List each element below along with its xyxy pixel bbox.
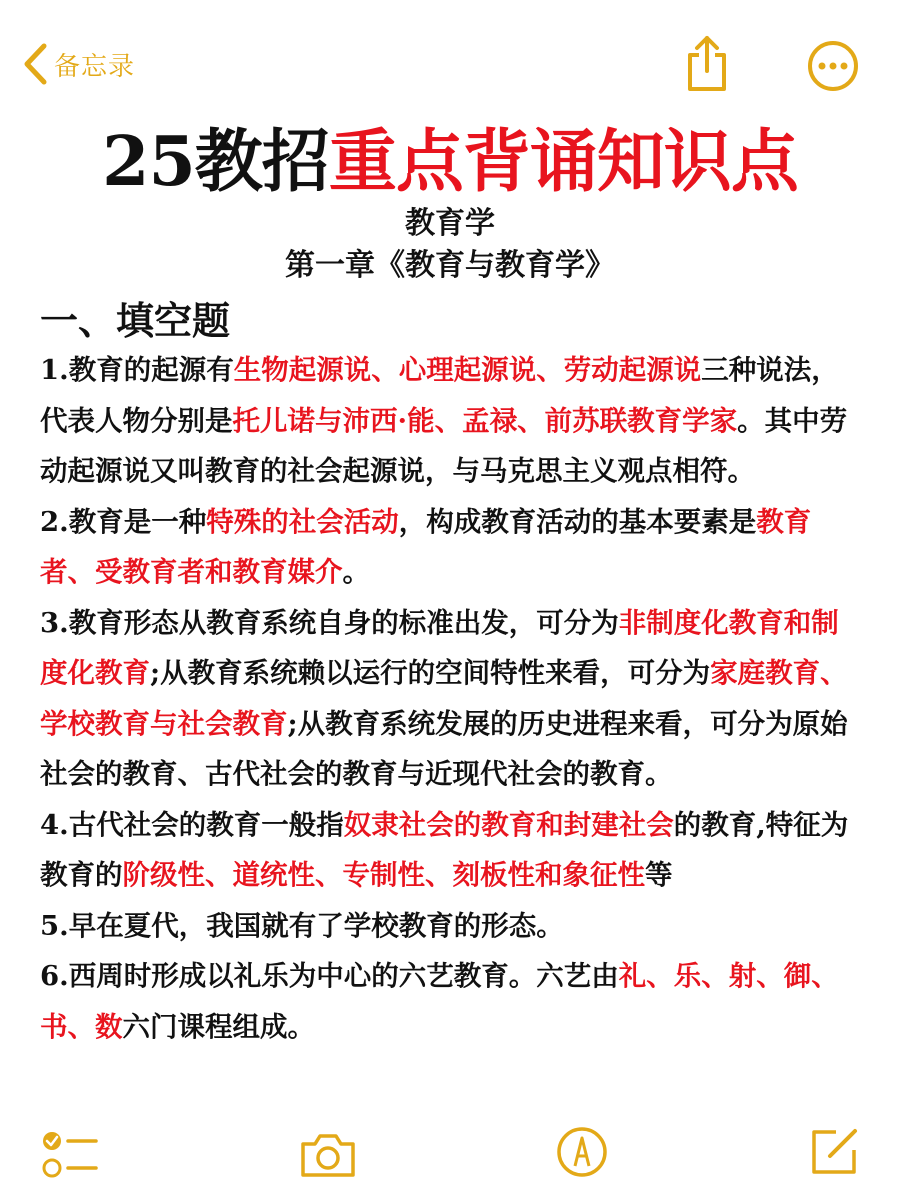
title-prefix: 25教招 — [102, 122, 329, 202]
body-text: ，构成教育活动的基本要素是 — [398, 505, 757, 538]
note-paragraph — [40, 345, 865, 497]
highlighted-text: 生物起源说、心理起源说、劳动起源说 — [233, 354, 702, 386]
share-button[interactable] — [684, 35, 730, 97]
highlighted-text: 特殊的社会活动 — [206, 505, 399, 538]
checklist-icon — [40, 1128, 102, 1180]
share-icon — [684, 35, 730, 93]
note-paragraph — [40, 800, 865, 901]
title-highlight: 重点背诵知识点 — [328, 122, 798, 202]
more-icon — [807, 40, 859, 92]
camera-button[interactable] — [298, 1130, 358, 1184]
body-text: 等 — [645, 859, 673, 891]
body-text: ;从教育系统发展的历史进程来看，可分为原始社会的教育、古代社会的教育与近现代社会的教育。 — [40, 707, 848, 790]
note-paragraph — [40, 598, 865, 800]
note-paragraph — [40, 901, 865, 952]
camera-icon — [298, 1130, 358, 1180]
more-button[interactable] — [807, 40, 859, 96]
body-text: 三种说法，代表人物分别是 — [40, 354, 839, 437]
top-nav-bar — [0, 0, 900, 120]
markup-pen-icon — [556, 1126, 608, 1178]
note-title — [0, 108, 900, 205]
highlighted-text: 教育者、受教育者和教育媒介 — [40, 505, 812, 588]
highlighted-text: 奴隶社会的教育和封建社会 — [343, 808, 674, 841]
body-text: 2.教育是一种 — [40, 505, 207, 538]
compose-button[interactable] — [808, 1126, 860, 1182]
body-text: 3.教育形态从教育系统自身的标准出发，可分为 — [40, 606, 619, 639]
note-body[interactable] — [40, 345, 865, 1052]
compose-icon — [808, 1126, 860, 1178]
highlighted-text: 家庭教育、学校教育与社会教育 — [40, 657, 848, 740]
body-text: 4.古代社会的教育一般指 — [40, 808, 344, 841]
markup-button[interactable] — [556, 1126, 608, 1182]
note-paragraph — [40, 497, 865, 598]
highlighted-text: 托儿诺与沛西·能、孟禄、前苏联教育学家 — [232, 404, 738, 437]
checklist-button[interactable] — [40, 1128, 102, 1184]
highlighted-text: 阶级性、道统性、专制性、刻板性和象征性 — [122, 859, 645, 891]
body-text: 5.早在夏代，我国就有了学校教育的形态。 — [40, 909, 564, 942]
body-text: 的教育,特征为教育的 — [40, 808, 849, 891]
back-button[interactable] — [22, 42, 135, 86]
subject-heading: 教育学 — [405, 206, 495, 241]
body-text: 。其中劳动起源说又叫教育的社会起源说，与马克思主义观点相符。 — [40, 404, 848, 487]
section-heading: 一、填空题 — [40, 298, 231, 343]
body-text: 。 — [342, 556, 370, 588]
highlighted-text: 非制度化教育和制度化教育 — [40, 606, 839, 689]
body-text: 六门课程组成。 — [122, 1010, 315, 1043]
body-text: ;从教育系统赖以运行的空间特性来看，可分为 — [150, 657, 711, 689]
chapter-heading: 第一章《教育与教育学》 — [285, 248, 615, 283]
chevron-left-icon — [22, 42, 48, 86]
body-text: 1.教育的起源有 — [40, 354, 234, 386]
highlighted-text: 礼、乐、射、御、书、数 — [40, 960, 839, 1043]
body-text: 6.西周时形成以礼乐为中心的六艺教育。六艺由 — [40, 960, 619, 992]
note-paragraph — [40, 951, 865, 1052]
bottom-toolbar — [0, 1120, 900, 1200]
back-label: 备忘录 — [54, 51, 136, 82]
